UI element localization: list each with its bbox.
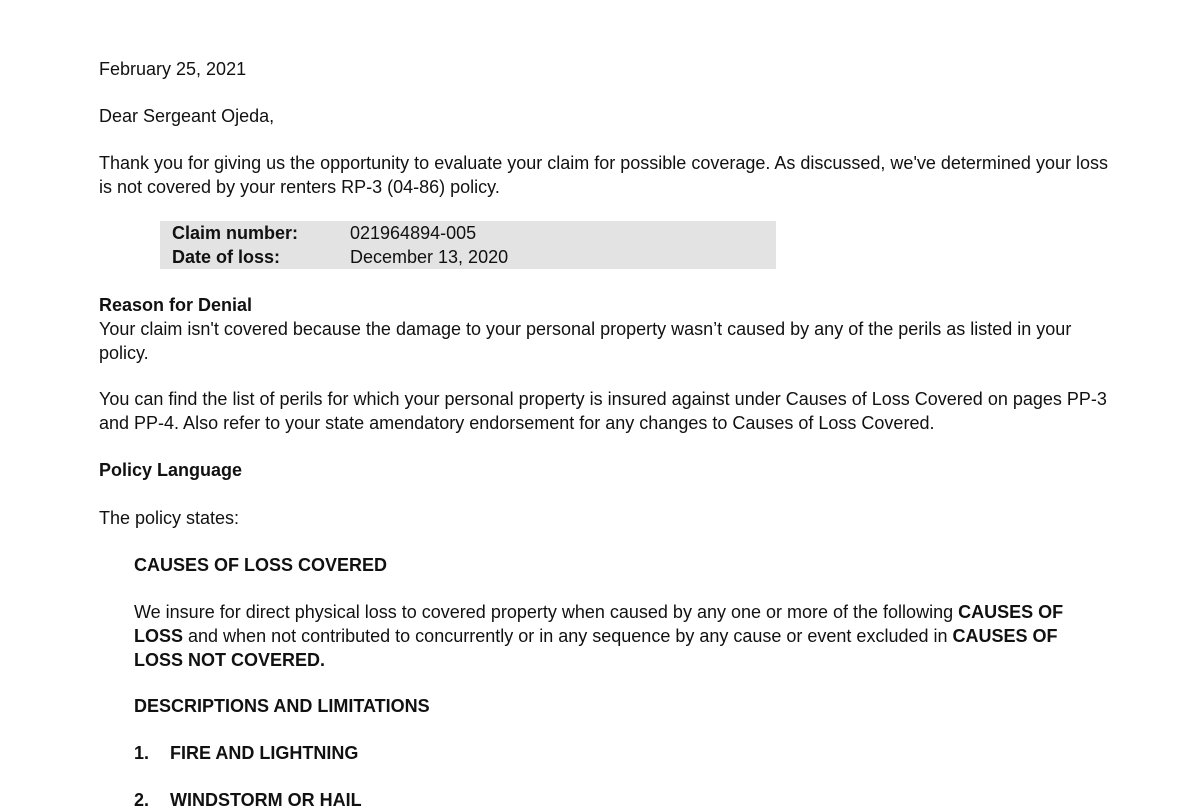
causes-text-bold1: CAUSES OF LOSS	[134, 602, 1064, 646]
policy-states-text: The policy states:	[99, 508, 240, 528]
date-of-loss-value: December 13, 2020	[350, 247, 509, 267]
reason-heading: Reason for Denial	[99, 295, 253, 315]
claim-number-value: 021964894-005	[350, 223, 477, 243]
causes-text-part1: We insure for direct physical loss to covered property when caused by any one or more of the following	[134, 602, 959, 622]
date-of-loss-label: Date of loss:	[172, 247, 281, 267]
intro-paragraph: Thank you for giving us the opportunity to evaluate your claim for possible coverage. As discussed, we've determined your loss is not covered by your renters RP-3 (04-86) policy.	[99, 153, 1108, 197]
causes-paragraph	[134, 600, 1109, 672]
causes-text-part2: and when not contributed to concurrently or in any sequence by any cause or event excluded in	[183, 626, 953, 646]
causes-text-bold2: CAUSES OF LOSS NOT COVERED.	[134, 626, 1058, 670]
salutation: Dear Sergeant Ojeda,	[99, 106, 275, 126]
claim-info-box	[160, 221, 776, 269]
causes-heading: CAUSES OF LOSS COVERED	[134, 555, 388, 575]
reason-paragraph: Your claim isn't covered because the damage to your personal property wasn’t caused by any of the perils as listed in your policy.	[99, 319, 1072, 363]
list-item-number: 1.	[134, 743, 150, 763]
list-item-number: 2.	[134, 790, 150, 810]
list-item-text: WINDSTORM OR HAIL	[170, 790, 362, 810]
letter-date: February 25, 2021	[99, 59, 247, 79]
policy-language-heading: Policy Language	[99, 460, 243, 480]
descriptions-heading: DESCRIPTIONS AND LIMITATIONS	[134, 696, 430, 716]
claim-number-label: Claim number:	[172, 223, 299, 243]
list-item-text: FIRE AND LIGHTNING	[170, 743, 359, 763]
perils-paragraph: You can find the list of perils for which your personal property is insured against under Causes of Loss Covered on pages PP-3 and PP-4. Also refer to your state amendatory endorsement for any changes to Causes of Loss Covered.	[99, 389, 1107, 433]
